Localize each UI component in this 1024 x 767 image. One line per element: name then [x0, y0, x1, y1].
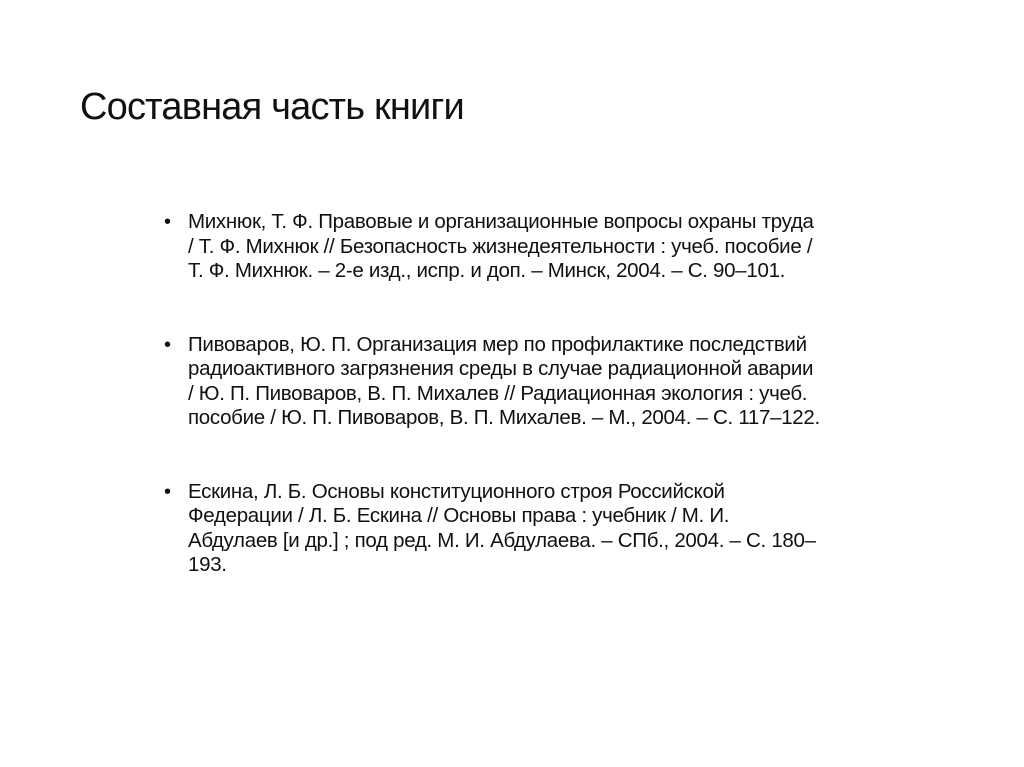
reference-line: Федерации / Л. Б. Ескина // Основы права : учебник / М. И. — [188, 504, 730, 527]
reference-line: Абдулаев [и др.] ; под ред. М. И. Абдулаева. – СПб., 2004. – С. 180– — [188, 528, 816, 552]
reference-line: 193. — [188, 553, 227, 576]
bullet-icon: • — [164, 480, 171, 503]
reference-item — [164, 210, 954, 284]
reference-line: / Т. Ф. Михнюк // Безопасность жизнедеятельности : учеб. пособие / — [188, 234, 813, 258]
reference-line: Пивоваров, Ю. П. Организация мер по профилактике последствий — [188, 332, 807, 356]
reference-line: Ескина, Л. Б. Основы конституционного строя Российской — [188, 479, 725, 503]
bullet-icon: • — [164, 211, 171, 233]
reference-line: / Ю. П. Пивоваров, В. П. Михалев // Радиационная экология : учеб. — [188, 381, 808, 405]
reference-item — [164, 480, 954, 578]
reference-line: радиоактивного загрязнения среды в случае радиационной аварии — [188, 357, 814, 380]
reference-line: Михнюк, Т. Ф. Правовые и организационные вопросы охраны труда — [188, 210, 814, 233]
reference-item — [164, 333, 954, 431]
reference-list — [164, 210, 954, 578]
bullet-icon: • — [164, 333, 171, 356]
slide-title: Составная часть книги — [80, 86, 464, 128]
reference-line: пособие / Ю. П. Пивоваров, В. П. Михалев. – М., 2004. – С. 117–122. — [188, 406, 820, 429]
reference-line: Т. Ф. Михнюк. – 2-е изд., испр. и доп. – Минск, 2004. – С. 90–101. — [188, 259, 786, 282]
